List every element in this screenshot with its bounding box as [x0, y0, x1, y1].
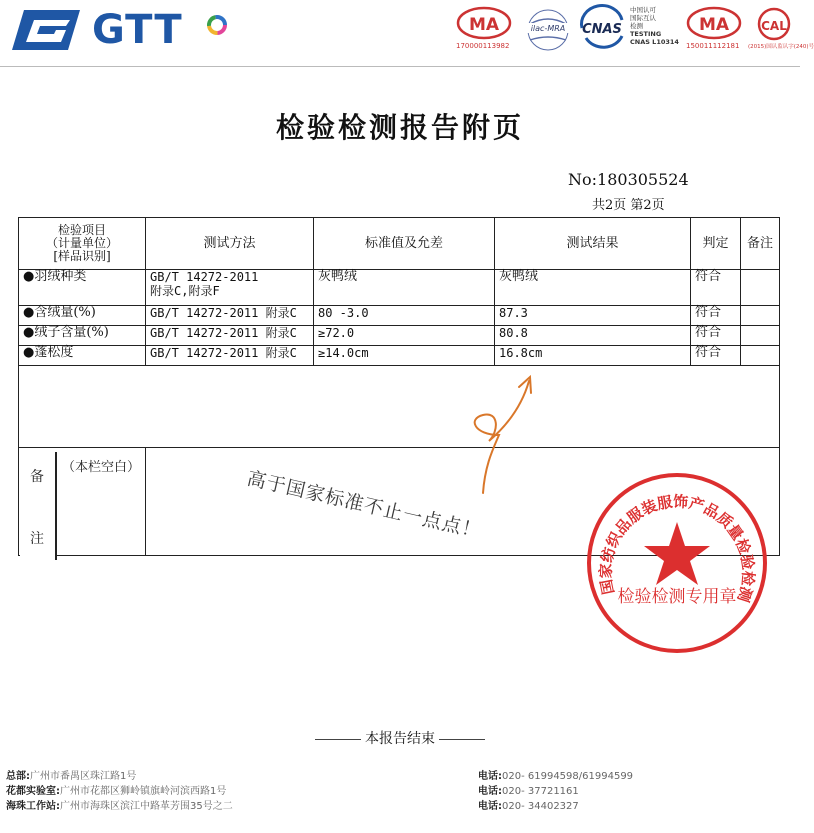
cal-text: CAL	[761, 19, 787, 33]
row-verdict: 符合	[691, 306, 741, 326]
cnas-text: CNAS	[582, 22, 622, 37]
footer-address-hq	[6, 767, 136, 782]
row-verdict: 符合	[691, 270, 741, 306]
remarks-divider	[55, 452, 57, 560]
color-wheel-icon	[206, 14, 228, 36]
remarks-label-top: 备	[30, 469, 44, 485]
seal-ring-text: 国家纺织品服装服饰产品质量检验检测	[596, 492, 758, 605]
table-row	[19, 346, 780, 366]
row-result: 80.8	[495, 326, 691, 346]
table-header-row	[19, 218, 780, 270]
row-remark	[741, 326, 780, 346]
footer-value: 020- 37721161	[502, 786, 579, 797]
header-verdict: 判定	[691, 218, 741, 270]
row-remark	[741, 346, 780, 366]
table-row	[19, 270, 780, 306]
cma-mark-text: MA	[468, 15, 500, 35]
footer-value: 020- 61994598/61994599	[502, 771, 634, 782]
row-standard: ≥72.0	[314, 326, 495, 346]
cnas-accreditation-text	[630, 6, 690, 56]
row-standard: ≥14.0cm	[314, 346, 495, 366]
remarks-label-bottom: 注	[30, 531, 44, 547]
seal-caption: 检验检测专用章	[617, 587, 737, 607]
footer-label: 海珠工作站:	[6, 801, 60, 812]
report-number: No:180305524	[568, 170, 689, 189]
certification-marks	[448, 6, 814, 58]
footer-address-haizhu	[6, 797, 233, 812]
ilac-globe-icon	[524, 6, 572, 56]
row-method: GB/T 14272-2011 附录C	[146, 306, 314, 326]
ilac-text: ilac-MRA	[530, 24, 566, 33]
handwritten-note	[244, 466, 506, 543]
footer-phone-huadu	[478, 782, 579, 797]
table-blank-row	[19, 366, 780, 448]
cma-mark-2	[684, 6, 746, 56]
ilac-mark	[524, 6, 572, 56]
seal-ring-icon	[584, 470, 770, 656]
header-divider	[0, 66, 800, 67]
remarks-text: （本栏空白）	[62, 460, 141, 475]
cnas-line: TESTING	[630, 30, 662, 38]
blank-area	[19, 366, 780, 448]
cma-code-2: 150011112181	[686, 42, 740, 50]
header-item-line: 检验项目	[57, 223, 106, 237]
row-standard: 80 -3.0	[314, 306, 495, 326]
row-item: ●羽绒种类	[19, 270, 146, 306]
report-end-text: 本报告结束	[365, 731, 435, 747]
cnas-mark	[576, 6, 628, 56]
row-result: 16.8cm	[495, 346, 691, 366]
page-info: 共2页 第2页	[592, 198, 665, 213]
row-item: ●含绒量(%)	[19, 306, 146, 326]
cal-code: (2015)国认监认字(240)号	[748, 44, 814, 50]
row-method	[146, 270, 314, 306]
row-method-line: 附录C,附录F	[150, 284, 220, 298]
cnas-logo-icon	[576, 6, 628, 52]
cma-mark-1	[454, 6, 514, 56]
cnas-line: 检测	[630, 22, 643, 30]
table-row	[19, 326, 780, 346]
brand-name: GTT	[92, 7, 183, 53]
footer-phone-hq	[478, 767, 633, 782]
header-item-line: （计量单位）	[45, 236, 118, 250]
star-icon	[644, 522, 710, 585]
row-result: 灰鸭绒	[495, 270, 691, 306]
report-end-marker	[0, 728, 800, 748]
header-item-line: [样品识别]	[53, 249, 111, 263]
row-method-line: GB/T 14272-2011	[150, 270, 259, 284]
header-remark: 备注	[741, 218, 780, 270]
cnas-line: 国际互认	[630, 14, 656, 22]
handwritten-note-text: 高于国家标准不止一点点！	[244, 467, 484, 543]
footer-address-huadu	[6, 782, 226, 797]
footer-value: 广州市花都区狮岭镇旗岭河滨西路1号	[60, 786, 227, 797]
row-result: 87.3	[495, 306, 691, 326]
footer-value: 020- 34402327	[502, 801, 579, 812]
table-row	[19, 306, 780, 326]
cnas-line: 中国认可	[630, 6, 656, 14]
cma-logo-icon	[454, 6, 514, 42]
header-result: 测试结果	[495, 218, 691, 270]
cal-logo-icon	[750, 6, 798, 42]
footer-label: 花都实验室:	[6, 786, 60, 797]
row-standard: 灰鸭绒	[314, 270, 495, 306]
document-title: 检验检测报告附页	[275, 111, 524, 144]
row-verdict: 符合	[691, 326, 741, 346]
row-remark	[741, 306, 780, 326]
header-standard: 标准值及允差	[314, 218, 495, 270]
header-item	[19, 218, 146, 270]
cma-logo-icon	[684, 6, 744, 42]
gtt-logo-icon	[10, 8, 82, 52]
footer-value: 广州市海珠区滨江中路革芳围35号之二	[60, 801, 233, 812]
official-seal	[584, 470, 770, 656]
divider-line	[315, 739, 361, 740]
divider-line	[439, 739, 485, 740]
footer-label: 电话:	[478, 786, 502, 797]
footer-label: 总部:	[6, 771, 30, 782]
footer-phone-haizhu	[478, 797, 579, 812]
footer-label: 电话:	[478, 771, 502, 782]
footer-label: 电话:	[478, 801, 502, 812]
cnas-line: CNAS L10314	[630, 38, 679, 46]
row-remark	[741, 270, 780, 306]
row-item: ●绒子含量(%)	[19, 326, 146, 346]
cal-mark	[748, 6, 814, 56]
cma-code-1: 170000113982	[456, 42, 510, 50]
row-verdict: 符合	[691, 346, 741, 366]
cma-mark-text: MA	[698, 15, 730, 35]
header-method: 测试方法	[146, 218, 314, 270]
row-method: GB/T 14272-2011 附录C	[146, 346, 314, 366]
footer-value: 广州市番禺区珠江路1号	[30, 771, 137, 782]
row-item: ●蓬松度	[19, 346, 146, 366]
row-method: GB/T 14272-2011 附录C	[146, 326, 314, 346]
